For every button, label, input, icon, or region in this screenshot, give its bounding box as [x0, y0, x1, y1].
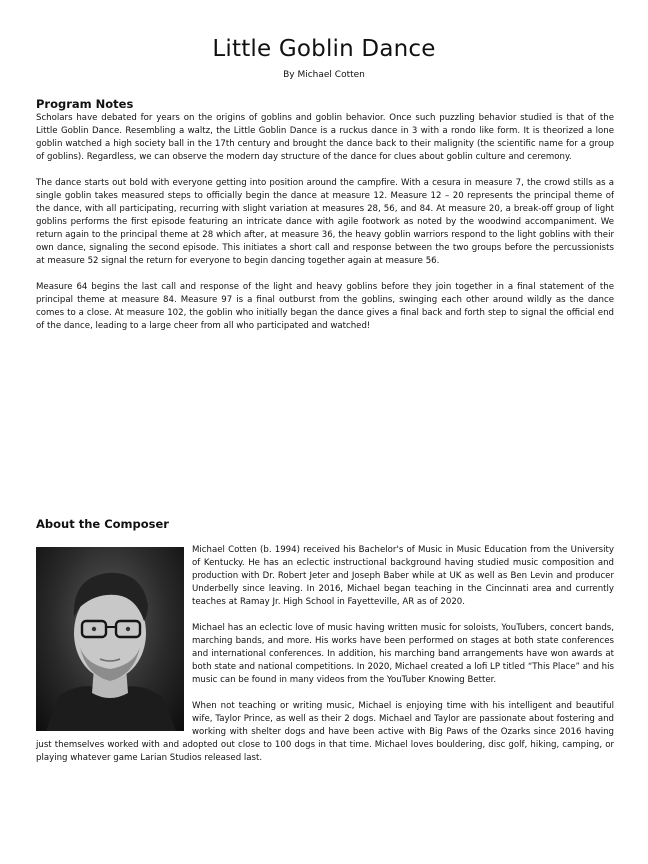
program-notes-paragraph: Measure 64 begins the last call and response of the light and heavy goblins before they join together in a final statement of the principal theme at measure 84. Measure 97 is a final outburst from the goblins, swinging each other around wildly as the dance comes to a close. At measure 102, the goblin who initially began the dance gives a final back and forth step to signal the official end of the dance, leading to a large cheer from all who participated and watched!	[36, 282, 614, 331]
program-notes-paragraph: Scholars have debated for years on the origins of goblins and goblin behavior. Once such puzzling behavior studied is that of the Little Goblin Dance. Resembling a waltz, the Little Goblin Dance is a ruckus dance in 3 with a rondo like form. It is theorized a lone goblin watched a high society ball in the 17th century and brought the dance back to their malignity (the scientific name for a group of goblins). Regardless, we can observe the modern day structure of the dance for clues about goblin culture and ceremony.	[36, 113, 614, 162]
about-composer-paragraph: Michael Cotten (b. 1994) received his Bachelor's of Music in Music Education from the University of Kentucky. He has an eclectic instructional background having studied music composition and production with Dr. Robert Jeter and Joseph Baber while at UK as well as Ben Levin and producer Underbelly since leaving. In 2016, Michael began teaching in the Cincinnati area and currently teaches at Ramay Jr. High School in Fayetteville, AR as of 2020.	[192, 545, 614, 607]
about-composer-paragraph: Michael has an eclectic love of music having written music for soloists, YouTubers, concert bands, marching bands, and more. His works have been performed on stages at both state conferences and international conferences. In addition, his marching band arrangements have won awards at both state and national competitions. In 2020, Michael created a lofi LP titled “This Place” and his music can be found in many videos from the YouTuber Knowing Better.	[192, 623, 614, 685]
program-notes-heading: Program Notes	[36, 97, 134, 111]
document-title: Little Goblin Dance	[212, 36, 436, 62]
author-byline: By Michael Cotten	[283, 70, 365, 80]
program-notes-body	[36, 112, 614, 346]
about-composer-body	[36, 544, 614, 778]
program-notes-paragraph: The dance starts out bold with everyone getting into position around the campfire. With a cesura in measure 7, the crowd stills as a single goblin takes measured steps to officially begin the dance at measure 12. Measure 12 – 20 represents the principal theme of the dance, with all participating, recurring with slight variation at measures 28, 56, and 84. At measure 20, a break-off group of light goblins performs the first episode featuring an intricate dance with agile footwork as noted by the woodwind accompaniment. We return again to the principal theme at 28 which after, at measure 36, the heavy goblin warriors respond to the light goblins with their own dance, signaling the second episode. This initiates a short call and response between the two groups before the percussionists at measure 52 signal the return for everyone to begin dancing together again at measure 56.	[36, 178, 614, 266]
about-composer-heading: About the Composer	[36, 517, 169, 531]
about-composer-paragraph: When not teaching or writing music, Michael is enjoying time with his intelligent and beautiful wife, Taylor Prince, as well as their 2 dogs. Michael and Taylor are passionate about fostering and working with shelter dogs and have been active with Big Paws of the Ozarks since 2016 having just themselves worked with and adopted out close to 100 dogs in that time. Michael loves bouldering, disc golf, hiking, camping, or playing whatever game Larian Studios released last.	[36, 701, 614, 763]
composer-photo	[36, 547, 184, 731]
portrait-image	[36, 547, 184, 731]
